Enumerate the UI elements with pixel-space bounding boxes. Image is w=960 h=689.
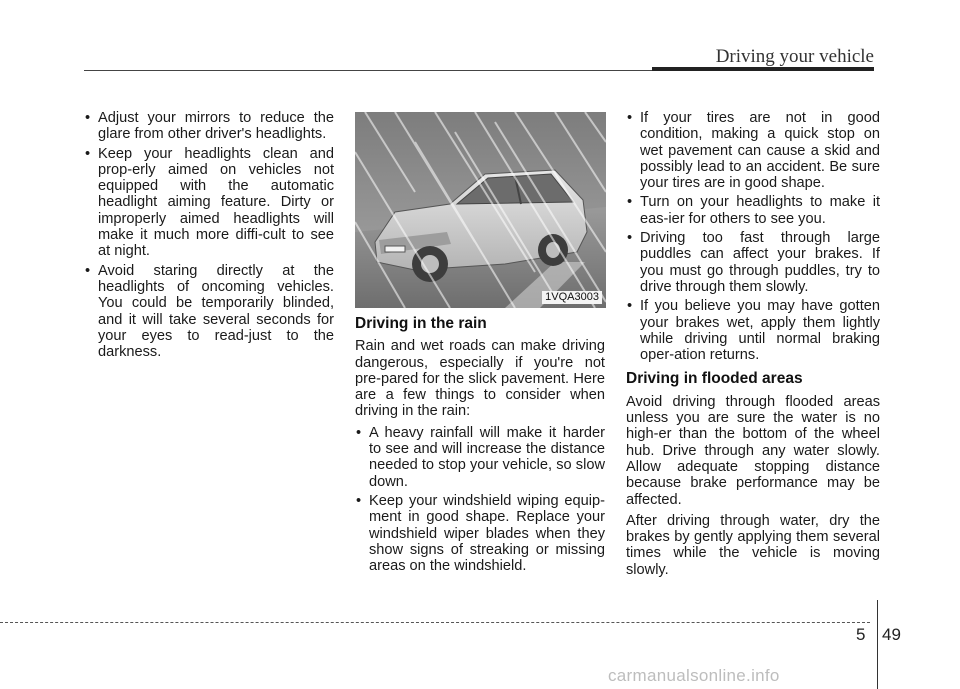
page-number: 49 (882, 625, 901, 644)
running-header-title: Driving your vehicle (715, 46, 874, 67)
left-column (84, 110, 334, 363)
right-column (626, 110, 880, 583)
list-item: • Turn on your headlights to make it eas-ier for others to see you. (627, 194, 880, 227)
list-item: • Avoid staring directly at the headlights of oncoming vehicles. You could be temporarily blinded, and it will take several seconds for your eyes to read-just to the darkness. (85, 262, 334, 361)
footer-rule (0, 622, 870, 623)
footer-divider (877, 600, 878, 689)
section-heading-flooded: Driving in flooded areas (626, 370, 803, 388)
header-rule-accent (652, 67, 874, 71)
list-item: • If you believe you may have gotten your brakes wet, apply them lightly while driving until normal braking oper-ation returns. (627, 298, 880, 364)
figure-code: 1VQA3003 (542, 291, 602, 304)
section-number: 5 (856, 625, 866, 644)
right-bullet-list (626, 110, 880, 363)
list-item: • A heavy rainfall will make it harder to see and will increase the distance needed to stop your vehicle, so slow down. (356, 424, 605, 490)
car-in-rain-icon (355, 112, 606, 308)
rain-intro: Rain and wet roads can make driving dangerous, especially if you're not pre-pared for the slick pavement. Here are a few things to consider when driving in the rain: (355, 338, 605, 420)
list-item: • Driving too fast through large puddles can affect your brakes. If you must go through puddles, try to drive through them slowly. (627, 230, 880, 295)
rain-bullet-list (355, 425, 605, 575)
middle-column (355, 316, 605, 577)
watermark: carmanualsonline.info (608, 666, 780, 685)
car-in-rain-illustration (355, 112, 606, 308)
left-bullet-list (84, 110, 334, 360)
list-item: • Keep your headlights clean and prop-erly aimed on vehicles not equipped with the automatic headlight aiming feature. Dirty or improperly aimed headlights will make it much more diffi-cult to see at night. (85, 145, 334, 260)
list-item: • Adjust your mirrors to reduce the glare from other driver's headlights. (85, 110, 334, 143)
flooded-paragraph: Avoid driving through flooded areas unless you are sure the water is no high-er than the bottom of the wheel hub. Drive through any water slowly. Allow adequate stopping distance because brake performance may be affected. (626, 393, 880, 508)
list-item: • Keep your windshield wiping equip-ment in good shape. Replace your windshield wiper blades when they show signs of streaking or missing areas on the windshield. (356, 492, 605, 575)
list-item: • If your tires are not in good condition, making a quick stop on wet pavement can cause a skid and possibly lead to an accident. Be sure your tires are in good shape. (627, 110, 880, 192)
section-heading-rain: Driving in the rain (355, 315, 487, 332)
flooded-paragraph: After driving through water, dry the brakes by gently applying them several times while the vehicle is moving slowly. (626, 512, 880, 578)
